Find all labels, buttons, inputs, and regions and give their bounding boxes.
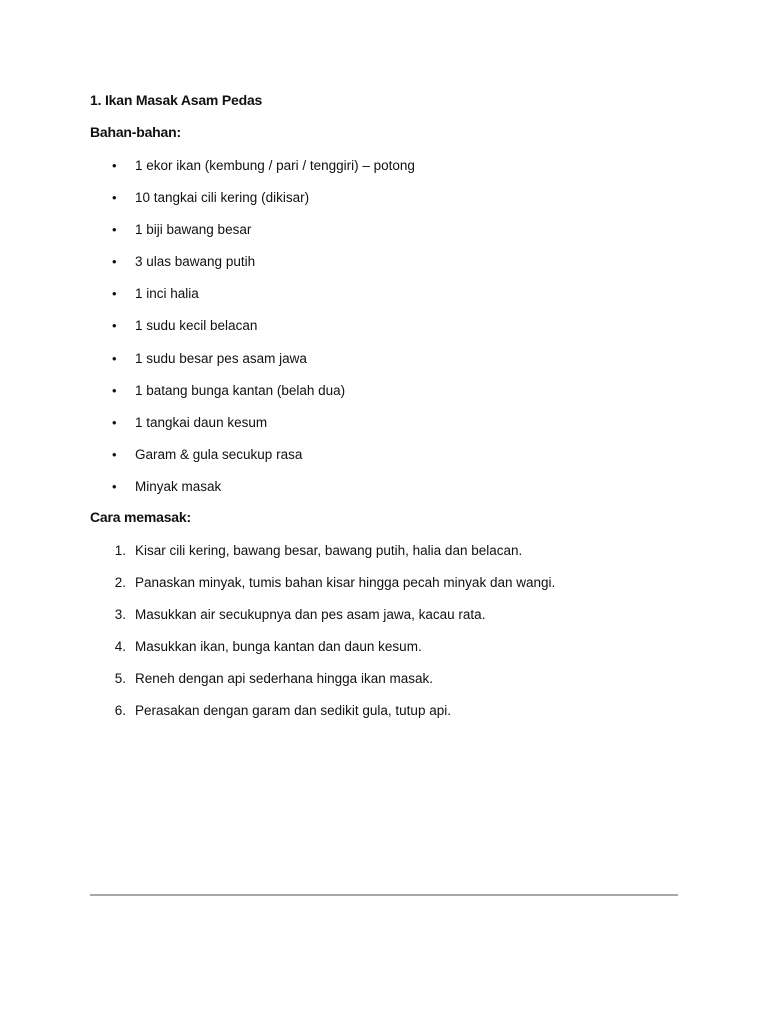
- step-text: Panaskan minyak, tumis bahan kisar hingga pecah minyak dan wangi.: [135, 575, 556, 591]
- bullet-icon: •: [112, 350, 117, 366]
- step-number: 2.: [114, 575, 126, 591]
- ingredient-text: 1 biji bawang besar: [135, 222, 252, 238]
- step-text: Masukkan air secukupnya dan pes asam jawa, kacau rata.: [135, 607, 486, 623]
- ingredient-text: 1 batang bunga kantan (belah dua): [135, 382, 346, 398]
- bullet-icon: •: [112, 446, 117, 462]
- bullet-icon: •: [112, 286, 117, 302]
- bullet-icon: •: [112, 382, 117, 398]
- step-number: 1.: [114, 543, 126, 558]
- ingredient-text: 1 sudu kecil belacan: [135, 318, 258, 334]
- bullet-icon: •: [112, 414, 117, 430]
- bullet-icon: •: [112, 222, 117, 238]
- step-number: 4.: [114, 639, 126, 655]
- step-text: Kisar cili kering, bawang besar, bawang putih, halia dan belacan.: [135, 543, 523, 558]
- step-number: 3.: [114, 607, 126, 623]
- ingredient-text: 1 inci halia: [135, 286, 199, 302]
- bullet-icon: •: [112, 318, 117, 334]
- ingredient-text: Minyak masak: [135, 478, 222, 494]
- bullet-icon: •: [112, 190, 117, 206]
- ingredient-text: 1 ekor ikan (kembung / pari / tenggiri) – potong: [135, 158, 415, 173]
- ingredient-text: 3 ulas bawang putih: [135, 254, 256, 270]
- step-text: Perasakan dengan garam dan sedikit gula, tutup api.: [135, 703, 451, 719]
- bullet-icon: •: [112, 478, 117, 494]
- steps-heading: Cara memasak:: [90, 509, 191, 525]
- ingredient-text: 1 tangkai daun kesum: [135, 414, 268, 430]
- footer-divider: [90, 894, 678, 896]
- ingredient-text: Garam & gula secukup rasa: [135, 446, 303, 462]
- step-number: 5.: [114, 671, 126, 687]
- bullet-icon: •: [112, 254, 117, 270]
- step-text: Masukkan ikan, bunga kantan dan daun kesum.: [135, 639, 422, 655]
- ingredient-text: 1 sudu besar pes asam jawa: [135, 350, 307, 366]
- step-number: 6.: [114, 703, 126, 719]
- ingredient-text: 10 tangkai cili kering (dikisar): [135, 190, 310, 206]
- ingredients-heading: Bahan-bahan:: [90, 124, 181, 140]
- recipe-title: 1. Ikan Masak Asam Pedas: [90, 92, 263, 108]
- bullet-icon: •: [112, 158, 117, 173]
- step-text: Reneh dengan api sederhana hingga ikan masak.: [135, 671, 433, 687]
